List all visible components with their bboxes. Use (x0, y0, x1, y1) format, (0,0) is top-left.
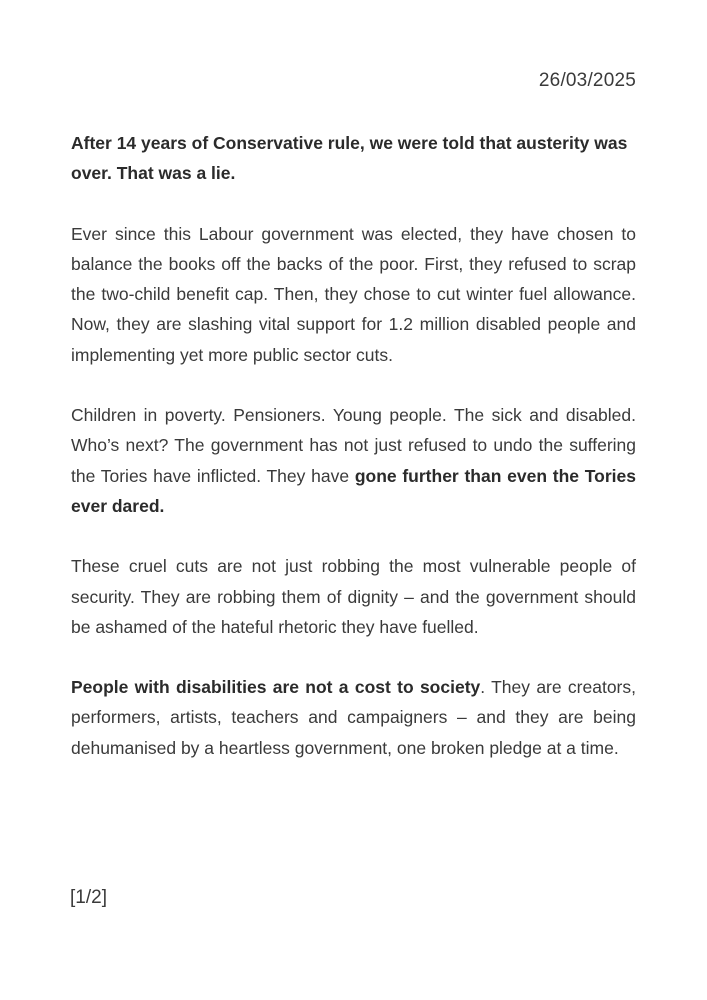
paragraph-austerity: Ever since this Labour government was elected, they have chosen to balance the books off the backs of the poor. First, they refused to scrap the two-child benefit cap. Then, they chose to cut winter fuel allowance. Now, they are slashing vital support for 1.2 million disabled people and implementing yet more public sector cuts. (71, 223, 636, 365)
headline: After 14 years of Conservative rule, we were told that austerity was over. That was a lie. (71, 133, 628, 184)
page-indicator: [1/2] (70, 887, 107, 908)
paragraph-who-is-next (71, 400, 636, 521)
document-date: 26/03/2025 (538, 70, 636, 91)
paragraph-disabilities (71, 672, 636, 763)
paragraph-disabilities-emphasis: People with disabilities are not a cost to society (71, 677, 481, 698)
paragraph-who-is-next-text: Children in poverty. Pensioners. Young people. The sick and disabled. Who’s next? The government has not just refused to undo the suffering the Tories have inflicted. They have (71, 405, 636, 486)
statement-body (71, 128, 636, 793)
paragraph-cruel-cuts: These cruel cuts are not just robbing the most vulnerable people of security. They are robbing them of dignity – and the government should be ashamed of the hateful rhetoric they have fuelled. (71, 556, 636, 637)
paragraph-disabilities-text: . They are creators, performers, artists, teachers and campaigners – and they are being dehumanised by a heartless government, one broken pledge at a time. (71, 677, 636, 758)
paragraph-who-is-next-emphasis: gone further than even the Tories ever dared. (71, 465, 636, 516)
